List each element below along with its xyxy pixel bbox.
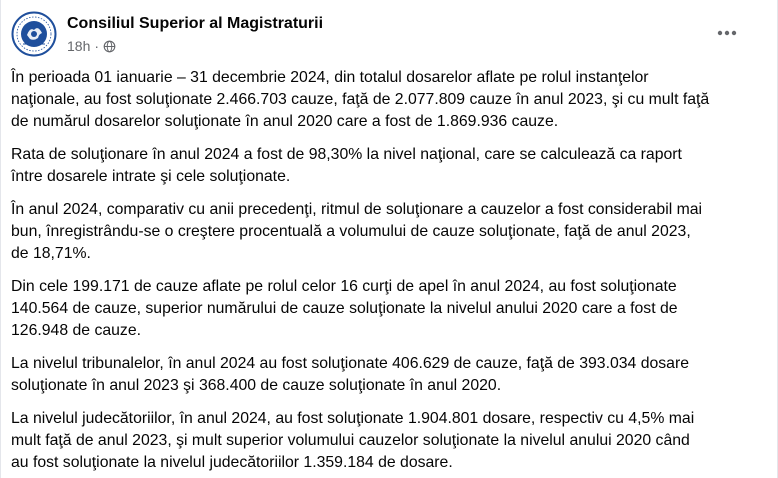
post-paragraph: La nivelul tribunalelor, în anul 2024 au fost soluţionate 406.629 de cauze, faţă de 393.034 dosare soluţionate în anul 2023 şi 368.400 de cauze soluţionate în anul 2020. bbox=[11, 355, 690, 394]
page-name-link[interactable]: Consiliul Superior al Magistraturii bbox=[67, 15, 324, 32]
post-paragraph: În perioada 01 ianuarie – 31 decembrie 2024, din totalul dosarelor aflate pe rolul instanţelor naţionale, au fost soluţionate 2.466.703 cauze, faţă de 2.077.809 cauze în anul 2023, şi cu mult faţă de numărul dosarelor soluţionate în anul 2020 care a fost de 1.869.936 cauze. bbox=[11, 69, 710, 130]
more-options-icon bbox=[717, 30, 737, 36]
meta-separator: · bbox=[94, 38, 100, 54]
globe-icon[interactable] bbox=[103, 40, 116, 53]
post-header bbox=[11, 11, 767, 57]
post-timestamp[interactable]: 18h bbox=[67, 38, 91, 54]
csm-logo-icon bbox=[11, 11, 57, 57]
page-avatar[interactable] bbox=[11, 11, 57, 57]
post-paragraph: În anul 2024, comparativ cu anii precedenţi, ritmul de soluţionare a cauzelor a fost considerabil mai bun, înregistrându-se o creştere procentuală a volumului de cauze soluţionate, faţă de anul 2023, de 18,71%. bbox=[11, 201, 703, 262]
post-meta bbox=[67, 38, 116, 54]
post-paragraph: Din cele 199.171 de cauze aflate pe rolul celor 16 curţi de apel în anul 2024, au fost soluţionate 140.564 de cauze, superior numărului de cauze soluţionate la nivelul anului 2020 care a fost de 126.948 de cauze. bbox=[11, 278, 678, 339]
post-paragraph: Rata de soluţionare în anul 2024 a fost de 98,30% la nivel naţional, care se calculează ca raport între dosarele intrate şi cele soluţionate. bbox=[11, 146, 682, 185]
post-paragraph: La nivelul judecătoriilor, în anul 2024, au fost soluţionate 1.904.801 dosare, respectiv cu 4,5% mai mult faţă de anul 2023, şi mult superior volumului cauzelor soluţionate la nivelul anului 2020 când au fost soluţionate la nivelul judecătoriilor 1.359.184 de dosare. bbox=[11, 410, 695, 471]
post-text bbox=[11, 67, 763, 478]
more-options-button[interactable] bbox=[709, 21, 745, 45]
